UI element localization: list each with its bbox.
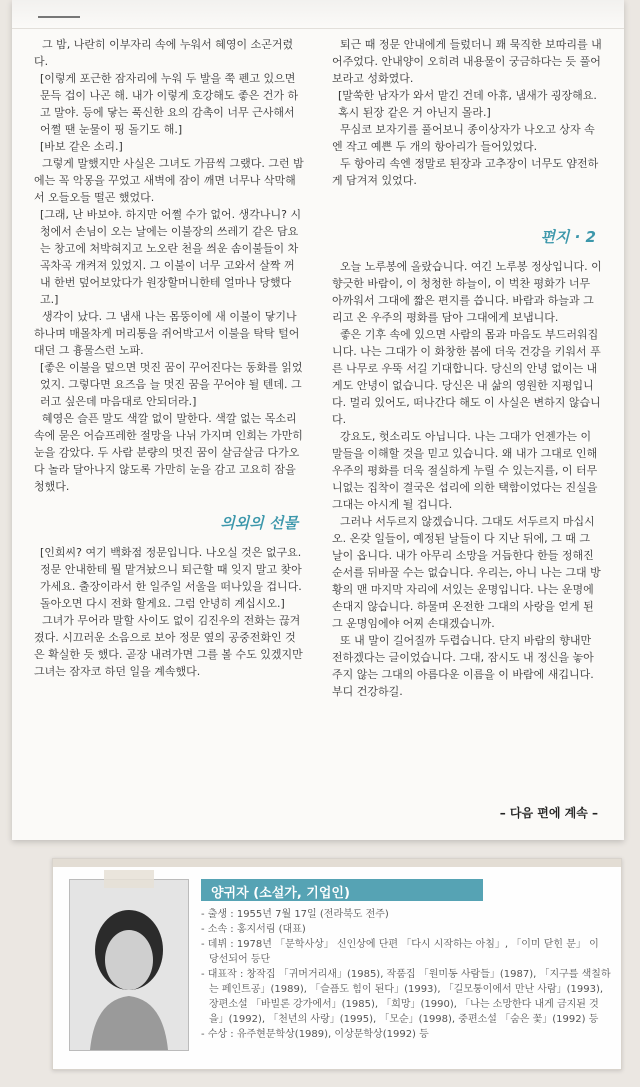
paragraph: 퇴근 때 정문 안내에게 들렀더니 꽤 묵직한 보따리를 내어주었다. 안내양이 오히려 내용물이 궁금하다는 듯 풀어보라고 성화였다.	[332, 38, 602, 85]
author-name: 양귀자 (소설가, 기업인)	[211, 886, 350, 901]
right-column	[332, 36, 602, 700]
paragraph: [이렇게 포근한 잠자리에 누워 두 발을 쭉 펜고 있으면 문득 겁이 나곤 해. 내가 이렇게 호강해도 좋은 건가 하고 말야. 등에 닿는 푹신한 요의 감촉이 너무 근사해서 어쩔 땐 눈물이 핑 돌기도 해.]	[40, 72, 299, 136]
paragraph: 혜영은 슬픈 말도 색깔 없이 말한다. 색깔 없는 목소리 속에 묻은 어슴프레한 절망을 나뉘 가지며 인희는 가만히 눈을 감았다. 두 사람 분량의 멋진 꿈이 살금살금 다가오다 놀라 달아나지 않도록 가만히 눈을 감고 고요히 잠을 청했다.	[34, 412, 303, 493]
author-bio-card	[52, 858, 622, 1070]
bio-list	[201, 907, 611, 1042]
bio-item: - 소속 : 홍지서림 (대표)	[201, 924, 306, 935]
paragraph: 생각이 났다. 그 냄새 나는 몸뚱이에 새 이불이 닿기나 하나며 매몰차게 머리통을 쥐어박고서 이불을 탁탁 털어대던 그 흉물스런 노파.	[34, 310, 300, 357]
section-title: 편지 · 2	[540, 228, 596, 246]
paragraph: 무심코 보자기를 풀어보니 종이상자가 나오고 상자 속엔 작고 예쁜 두 개의 항아리가 들어있었다.	[332, 123, 595, 153]
bio-name-bar	[201, 879, 483, 901]
paragraph: 오늘 노루봉에 올랐습니다. 여긴 노루봉 정상입니다. 이 향긋한 바람이, 이 청청한 하늘이, 이 벅찬 평화가 너무 아까워서 그대에 짧은 편지를 씁니다. 바람과 하늘과 그리고 온 우주의 평화를 담아 그대에게 보냅니다.	[332, 260, 602, 324]
paragraph: [좋은 이불을 덮으면 멋진 꿈이 꾸어진다는 동화를 읽었었지. 그렇다면 요즈음 늘 멋진 꿈을 꾸어야 될 텐데. 그러고 싶은데 마음대로 안되더라.]	[40, 361, 303, 408]
bio-item: - 출생 : 1955년 7월 17일 (전라북도 전주)	[201, 909, 389, 920]
bio-item: - 데뷔 : 1978년 「문학사상」 신인상에 단편 「다시 시작하는 아침」, 「이미 닫힌 문」 이 당선되어 등단	[201, 939, 599, 965]
bio-item: - 수상 : 유주현문학상(1989), 이상문학상(1992) 등	[201, 1029, 429, 1040]
continued-label: – 다음 편에 계속 –	[499, 806, 598, 820]
paragraph: 그 밤, 나란히 이부자리 속에 누워서 혜영이 소곤거렸다.	[34, 38, 294, 68]
left-column	[34, 36, 304, 680]
paragraph: [그래, 난 바보야. 하지만 어쩔 수가 없어. 생각나니? 시청에서 손님이 오는 날에는 이불장의 쓰레기 같은 담요는 창고에 처박혀지고 노오란 천을 씌운 솜이불들이 차곡차곡 개켜져 있었지. 그 이불이 너무 고와서 살짝 꺼내 한번 덮어보았다가 원장할머니한테 얼마나 당했다고.]	[40, 208, 302, 306]
paragraph: 그러나 서두르지 않겠습니다. 그대도 서두르지 마십시오. 온갖 일들이, 예정된 날들이 다 지난 뒤에, 그 때 그 날이 옵니다. 내가 아무리 소망을 거듭한다 한들 정해진 순서를 뒤바꿀 수는 없습니다. 우리는, 아니 나는 그대 방황의 맨 마지막 자리에 서있는 운명입니다. 나는 운명에 손대지 않습니다. 하물며 온전한 그대의 사랑을 얻게 된 그 운명임에야 어찌 손대겠습니까.	[332, 515, 601, 630]
paragraph: 그녀가 무어라 말할 사이도 없이 김진우의 전화는 끊겨졌다. 시끄러운 소음으로 보아 정문 옆의 공중전화인 것은 확실한 듯 했다. 곧장 내려가면 그를 볼 수도 있겠지만 그녀는 잠자코 하던 일을 계속했다.	[34, 614, 303, 678]
paragraph: 좋은 기후 속에 있으면 사람의 몸과 마음도 부드러워집니다. 나는 그대가 이 화창한 봄에 더욱 건강을 키워서 푸른 나무로 우뚝 서길 기대합니다. 당신의 안녕 없이는 내게도 안녕이 없습니다. 당신은 내 삶의 영원한 지평입니다. 멀리 있어도, 떠나간다 해도 이 사실은 변하지 않습니다.	[332, 328, 601, 426]
paragraph: 두 항아리 속엔 정말로 된장과 고추장이 너무도 얌전하게 담겨져 있었다.	[332, 157, 599, 187]
section-title: 의외의 선물	[220, 514, 298, 532]
paragraph: 강요도, 헛소리도 아닙니다. 나는 그대가 언젠가는 이 말들을 이해할 것을 믿고 있습니다. 왜 내가 그대로 인해 우주의 평화를 더욱 절실하게 누릴 수 있는지를, 이 터무니없는 집착이 결국은 섭리에 의한 택함이었다는 진실을 그대는 아시게 될 겁니다.	[332, 430, 598, 511]
author-photo	[69, 879, 189, 1051]
paragraph: [바보 같은 소리.]	[40, 140, 123, 153]
paragraph: [인희씨? 여기 백화점 정문입니다. 나오실 것은 없구요. 정문 안내한테 뭘 맡겨놨으니 퇴근할 때 잊지 말고 찾아가세요. 출장이라서 한 일주일 서울을 떠나있을 겁니다. 돌아오면 다시 전화 할게요. 그럼 안녕히 계십시오.]	[40, 546, 302, 610]
author-portrait-icon	[70, 880, 188, 1050]
paragraph: 또 내 말이 길어질까 두렵습니다. 단지 바람의 향내만 전하겠다는 글이었습니다. 그대, 잠시도 내 정신을 놓아주지 않는 그대의 아름다운 이름을 이 바람에 새깁니다. 부디 건강하길.	[332, 634, 594, 698]
photo-tape	[104, 870, 154, 888]
paragraph: [말쑥한 남자가 와서 맡긴 건데 아휴, 냄새가 굉장해요. 혹시 된장 같은 거 아닌지 몰라.]	[338, 89, 597, 119]
tear-mark	[38, 16, 80, 18]
torn-paper-edge	[12, 0, 624, 29]
paper-sheet	[12, 0, 624, 840]
bio-item: - 대표작 : 창작집 「귀머거리새」(1985), 작품집 「원미동 사람들」(1987), 「지구를 색칠하는 페인트공」(1989), 「슬픔도 힘이 된다」(1993), 「길모퉁이에서 만난 사람」(1993), 장편소설 「바빌론 강가에서」(1985), 「희망」(1990), 「나는 소망한다 내게 금지된 것을」(1992), 「천년의 사랑」(1995), 「모순」(1998), 중편소설 「숨은 꽃」(1992) 등	[201, 969, 611, 1025]
paragraph: 그렇게 말했지만 사실은 그녀도 가끔씩 그랬다. 그런 밤에는 꼭 악몽을 꾸었고 새벽에 잠이 깨면 너무나 삭막해서 오들오들 떨곤 했었다.	[34, 157, 304, 204]
